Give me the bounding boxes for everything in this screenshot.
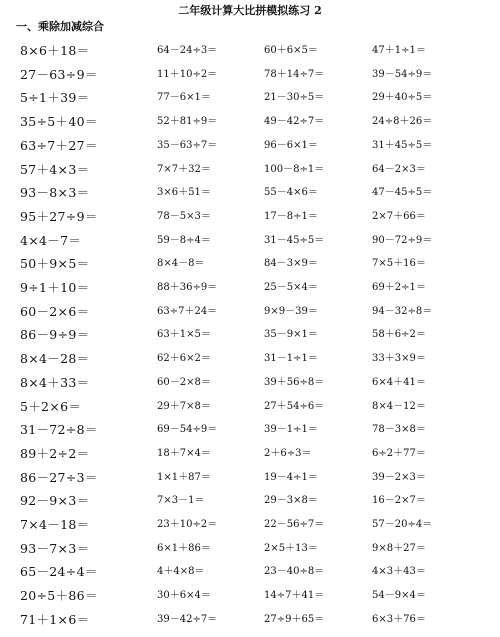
problem-item: 16－2×7＝ bbox=[372, 495, 426, 507]
problem-item: 8×4－8＝ bbox=[157, 258, 205, 270]
problem-item: 86－9÷9＝ bbox=[20, 327, 90, 343]
problem-row bbox=[0, 68, 500, 92]
problem-item: 35－9×1＝ bbox=[264, 329, 318, 341]
problem-item: 89＋2÷2＝ bbox=[20, 445, 90, 461]
problem-row bbox=[0, 400, 500, 424]
problem-row bbox=[0, 115, 500, 139]
problem-item: 52＋81÷9＝ bbox=[157, 116, 218, 128]
problem-item: 39－54÷9＝ bbox=[372, 68, 433, 80]
problem-item: 5＋2×6＝ bbox=[20, 398, 82, 414]
problem-item: 54－9×4＝ bbox=[372, 590, 426, 602]
problem-item: 9÷1＋10＝ bbox=[20, 280, 90, 295]
problem-item: 35÷5＋40＝ bbox=[20, 114, 98, 130]
problem-item: 5÷1＋39＝ bbox=[20, 90, 90, 106]
problem-item: 35－63÷7＝ bbox=[157, 139, 218, 151]
problem-item: 27÷9＋65＝ bbox=[264, 613, 325, 625]
problem-item: 49－42÷7＝ bbox=[264, 116, 325, 128]
problem-item: 90－72÷9＝ bbox=[372, 234, 433, 246]
problem-item: 93－7×3＝ bbox=[20, 540, 90, 556]
problem-row bbox=[0, 542, 500, 566]
problem-item: 25－5×4＝ bbox=[264, 282, 318, 293]
problem-item: 14÷7＋41＝ bbox=[264, 590, 325, 602]
problem-row bbox=[0, 328, 500, 352]
problem-item: 9×9－39＝ bbox=[264, 305, 318, 317]
page-title: 二年级计算大比拼模拟练习 2 bbox=[178, 4, 322, 17]
problem-item: 2×5＋13＝ bbox=[264, 542, 318, 554]
problem-item: 63＋1×5＝ bbox=[157, 329, 211, 341]
problem-row bbox=[0, 257, 500, 281]
problem-row bbox=[0, 234, 500, 258]
problem-row bbox=[0, 163, 500, 187]
problem-item: 63÷7＋27＝ bbox=[20, 137, 98, 153]
problem-item: 23＋10÷2＝ bbox=[157, 519, 218, 530]
problem-item: 39－1÷1＝ bbox=[264, 424, 318, 436]
problem-item: 59－8÷4＝ bbox=[157, 234, 211, 246]
problem-item: 39＋56÷8＝ bbox=[264, 376, 325, 388]
problem-item: 39－2×3＝ bbox=[372, 471, 426, 483]
problem-row bbox=[0, 305, 500, 329]
problem-row bbox=[0, 518, 500, 542]
problem-item: 86－27÷3＝ bbox=[20, 469, 98, 485]
problem-item: 78－5×3＝ bbox=[157, 210, 211, 222]
problem-item: 71＋1×6＝ bbox=[20, 611, 90, 627]
problem-item: 60＋6×5＝ bbox=[264, 45, 318, 56]
problem-item: 64－24÷3＝ bbox=[157, 45, 218, 56]
problem-item: 7×7＋32＝ bbox=[157, 163, 211, 175]
problem-row bbox=[0, 139, 500, 163]
problem-item: 39－42÷7＝ bbox=[157, 613, 218, 625]
problem-row bbox=[0, 210, 500, 234]
problem-item: 31＋45÷5＝ bbox=[372, 139, 433, 151]
problem-item: 6÷2＋77＝ bbox=[372, 447, 426, 459]
problem-row bbox=[0, 613, 500, 637]
problem-item: 11＋10÷2＝ bbox=[157, 68, 218, 80]
problem-item: 8×4＋33＝ bbox=[20, 374, 90, 390]
problem-item: 27＋54÷6＝ bbox=[264, 400, 325, 412]
problem-item: 6×1＋86＝ bbox=[157, 542, 211, 554]
problem-item: 62＋6×2＝ bbox=[157, 353, 211, 365]
problem-row bbox=[0, 376, 500, 400]
problem-item: 1×1＋87＝ bbox=[157, 471, 211, 483]
problem-item: 33＋3×9＝ bbox=[372, 353, 426, 365]
problem-item: 18＋7×4＝ bbox=[157, 447, 211, 459]
problem-item: 8×6＋18＝ bbox=[20, 43, 90, 58]
problem-item: 30＋6×4＝ bbox=[157, 590, 211, 602]
problem-row bbox=[0, 281, 500, 305]
problem-item: 6×3＋76＝ bbox=[372, 613, 426, 625]
problem-item: 50＋9×5＝ bbox=[20, 256, 90, 272]
problem-item: 100－8÷1＝ bbox=[264, 163, 325, 175]
problem-item: 2×7＋66＝ bbox=[372, 210, 426, 222]
problem-item: 47＋1÷1＝ bbox=[372, 45, 426, 56]
problem-row bbox=[0, 589, 500, 613]
problem-item: 23－40÷8＝ bbox=[264, 566, 325, 578]
problem-item: 27－63÷9＝ bbox=[20, 66, 98, 82]
problem-item: 7×3－1＝ bbox=[157, 495, 205, 507]
problem-item: 64－2×3＝ bbox=[372, 163, 426, 175]
problem-item: 21－30÷5＝ bbox=[264, 92, 325, 104]
problem-row bbox=[0, 447, 500, 471]
problem-row bbox=[0, 186, 500, 210]
problem-item: 60－2×8＝ bbox=[157, 376, 211, 388]
problem-item: 93－8×3＝ bbox=[20, 185, 90, 201]
problem-item: 8×4－28＝ bbox=[20, 351, 90, 367]
problem-row bbox=[0, 91, 500, 115]
problem-item: 96－6×1＝ bbox=[264, 139, 318, 151]
problem-item: 63÷7＋24＝ bbox=[157, 305, 218, 317]
problem-item: 78－3×8＝ bbox=[372, 424, 426, 436]
problem-row bbox=[0, 565, 500, 589]
problem-item: 24÷8＋26＝ bbox=[372, 116, 433, 128]
problem-item: 3×6＋51＝ bbox=[157, 187, 211, 199]
problem-item: 29＋40÷5＝ bbox=[372, 92, 433, 104]
problem-item: 19－4÷1＝ bbox=[264, 471, 318, 483]
problem-item: 84－3×9＝ bbox=[264, 258, 318, 270]
problem-item: 78＋14÷7＝ bbox=[264, 68, 325, 80]
problem-row bbox=[0, 494, 500, 518]
problem-item: 29－3×8＝ bbox=[264, 495, 318, 507]
problem-item: 69＋2÷1＝ bbox=[372, 282, 426, 293]
problem-item: 94－32÷8＝ bbox=[372, 305, 433, 317]
problem-item: 22－56÷7＝ bbox=[264, 519, 325, 530]
problem-row bbox=[0, 471, 500, 495]
problem-item: 20÷5＋86＝ bbox=[20, 588, 98, 604]
problem-row bbox=[0, 44, 500, 68]
problem-item: 77－6×1＝ bbox=[157, 92, 211, 104]
problem-item: 88＋36÷9＝ bbox=[157, 282, 218, 293]
problem-item: 29＋7×8＝ bbox=[157, 400, 211, 412]
problem-item: 60－2×6＝ bbox=[20, 303, 90, 319]
problem-item: 57－20÷4＝ bbox=[372, 519, 433, 530]
problem-item: 92－9×3＝ bbox=[20, 493, 90, 509]
problem-row bbox=[0, 352, 500, 376]
problem-item: 6×4＋41＝ bbox=[372, 376, 426, 388]
problem-item: 8×4－12＝ bbox=[372, 400, 426, 412]
problem-item: 17－8÷1＝ bbox=[264, 210, 318, 222]
problem-item: 2＋6÷3＝ bbox=[264, 447, 312, 459]
problem-item: 55－4×6＝ bbox=[264, 187, 318, 199]
problem-item: 4×4－7＝ bbox=[20, 232, 82, 248]
section-heading: 一、乘除加减综合 bbox=[16, 20, 104, 33]
problem-item: 4＋4×8＝ bbox=[157, 566, 205, 578]
problem-item: 9×8＋27＝ bbox=[372, 542, 426, 554]
problem-item: 7×4－18＝ bbox=[20, 517, 90, 532]
problem-item: 65－24÷4＝ bbox=[20, 564, 98, 580]
problem-item: 31－72÷8＝ bbox=[20, 422, 98, 438]
problem-item: 31－1÷1＝ bbox=[264, 353, 318, 365]
problem-item: 69－54÷9＝ bbox=[157, 424, 218, 436]
problem-item: 57＋4×3＝ bbox=[20, 161, 90, 177]
problem-item: 47－45÷5＝ bbox=[372, 187, 433, 199]
problem-item: 58＋6÷2＝ bbox=[372, 329, 426, 341]
problem-item: 31－45÷5＝ bbox=[264, 234, 325, 246]
problem-item: 4×3＋43＝ bbox=[372, 566, 426, 578]
problem-item: 7×5＋16＝ bbox=[372, 258, 426, 270]
problem-item: 95＋27÷9＝ bbox=[20, 208, 98, 224]
problem-row bbox=[0, 423, 500, 447]
